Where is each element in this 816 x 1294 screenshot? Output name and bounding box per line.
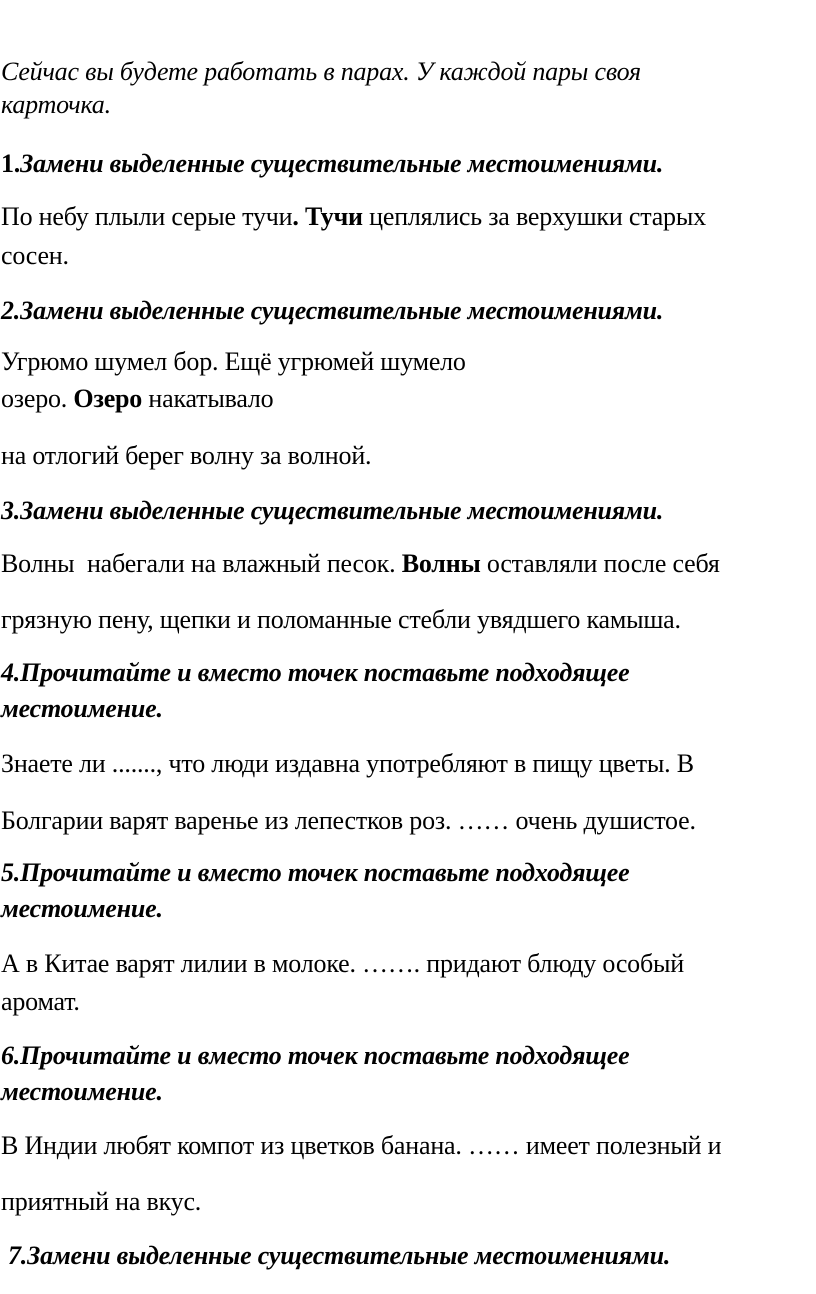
task-1-heading bbox=[1, 148, 663, 180]
task-6-heading-line-1 bbox=[1, 1040, 629, 1072]
task-2-heading bbox=[1, 295, 663, 327]
task-6-number: 6. bbox=[1, 1041, 21, 1070]
text-segment: По небу плыли серые тучи bbox=[1, 202, 293, 231]
task-3-heading bbox=[1, 495, 663, 527]
task-6-heading-text: Прочитайте и вместо точек поставьте подходящее bbox=[20, 1041, 630, 1070]
highlighted-noun: Озеро bbox=[73, 384, 143, 413]
intro-line-1: Сейчас вы будете работать в парах. У каждой пары своя bbox=[1, 57, 641, 86]
task-2-heading-text: Замени выделенные существительные местоимениями. bbox=[20, 296, 664, 325]
task-6-line-1: В Индии любят компот из цветков банана. …… имеет полезный и bbox=[1, 1131, 722, 1160]
text-segment: озеро. bbox=[1, 384, 74, 413]
task-5-number: 5. bbox=[1, 858, 21, 887]
task-4-heading-line-1 bbox=[1, 657, 629, 689]
task-1-heading-text: Замени выделенные существительные местоимениями. bbox=[20, 149, 664, 178]
task-1-number: 1. bbox=[1, 149, 21, 178]
task-1-line-2: сосен. bbox=[1, 241, 69, 270]
task-4-heading-line-2: местоимение. bbox=[1, 694, 163, 723]
task-7-number: 7. bbox=[8, 1241, 28, 1270]
task-2-number: 2. bbox=[1, 296, 21, 325]
task-1-line-1 bbox=[1, 201, 706, 233]
task-5-heading-line-2: местоимение. bbox=[1, 894, 163, 923]
task-7-heading bbox=[8, 1240, 670, 1272]
task-3-number: 3. bbox=[1, 496, 21, 525]
highlighted-noun: . Тучи bbox=[292, 202, 363, 231]
intro-line-2: карточка. bbox=[1, 90, 111, 119]
task-5-line-1: А в Китае варят лилии в молоке. ……. придают блюду особый bbox=[1, 949, 684, 978]
highlighted-noun: Волны bbox=[401, 549, 481, 578]
task-5-heading-text: Прочитайте и вместо точек поставьте подходящее bbox=[20, 858, 630, 887]
text-segment: Волны набегали на влажный песок. bbox=[1, 549, 402, 578]
text-segment: оставляли после себя bbox=[480, 549, 720, 578]
task-2-line-1: Угрюмо шумел бор. Ещё угрюмей шумело bbox=[1, 347, 466, 376]
task-4-line-1: Знаете ли ......., что люди издавна употребляют в пищу цветы. В bbox=[1, 749, 694, 778]
task-3-heading-text: Замени выделенные существительные местоимениями. bbox=[20, 496, 664, 525]
task-4-number: 4. bbox=[1, 658, 21, 687]
task-7-heading-text: Замени выделенные существительные местоимениями. bbox=[27, 1241, 671, 1270]
task-2-line-2 bbox=[1, 383, 273, 415]
task-6-heading-line-2: местоимение. bbox=[1, 1077, 163, 1106]
task-6-line-2: приятный на вкус. bbox=[1, 1187, 202, 1216]
task-4-line-2: Болгарии варят варенье из лепестков роз. …… очень душистое. bbox=[1, 806, 696, 835]
task-5-heading-line-1 bbox=[1, 857, 629, 889]
text-segment: накатывало bbox=[142, 384, 274, 413]
task-2-line-3: на отлогий берег волну за волной. bbox=[1, 441, 372, 470]
task-3-line-1 bbox=[1, 548, 720, 580]
text-segment: цеплялись за верхушки старых bbox=[362, 202, 706, 231]
task-3-line-2: грязную пену, щепки и поломанные стебли увядшего камыша. bbox=[1, 605, 681, 634]
task-4-heading-text: Прочитайте и вместо точек поставьте подходящее bbox=[20, 658, 630, 687]
task-5-line-2: аромат. bbox=[1, 987, 80, 1016]
